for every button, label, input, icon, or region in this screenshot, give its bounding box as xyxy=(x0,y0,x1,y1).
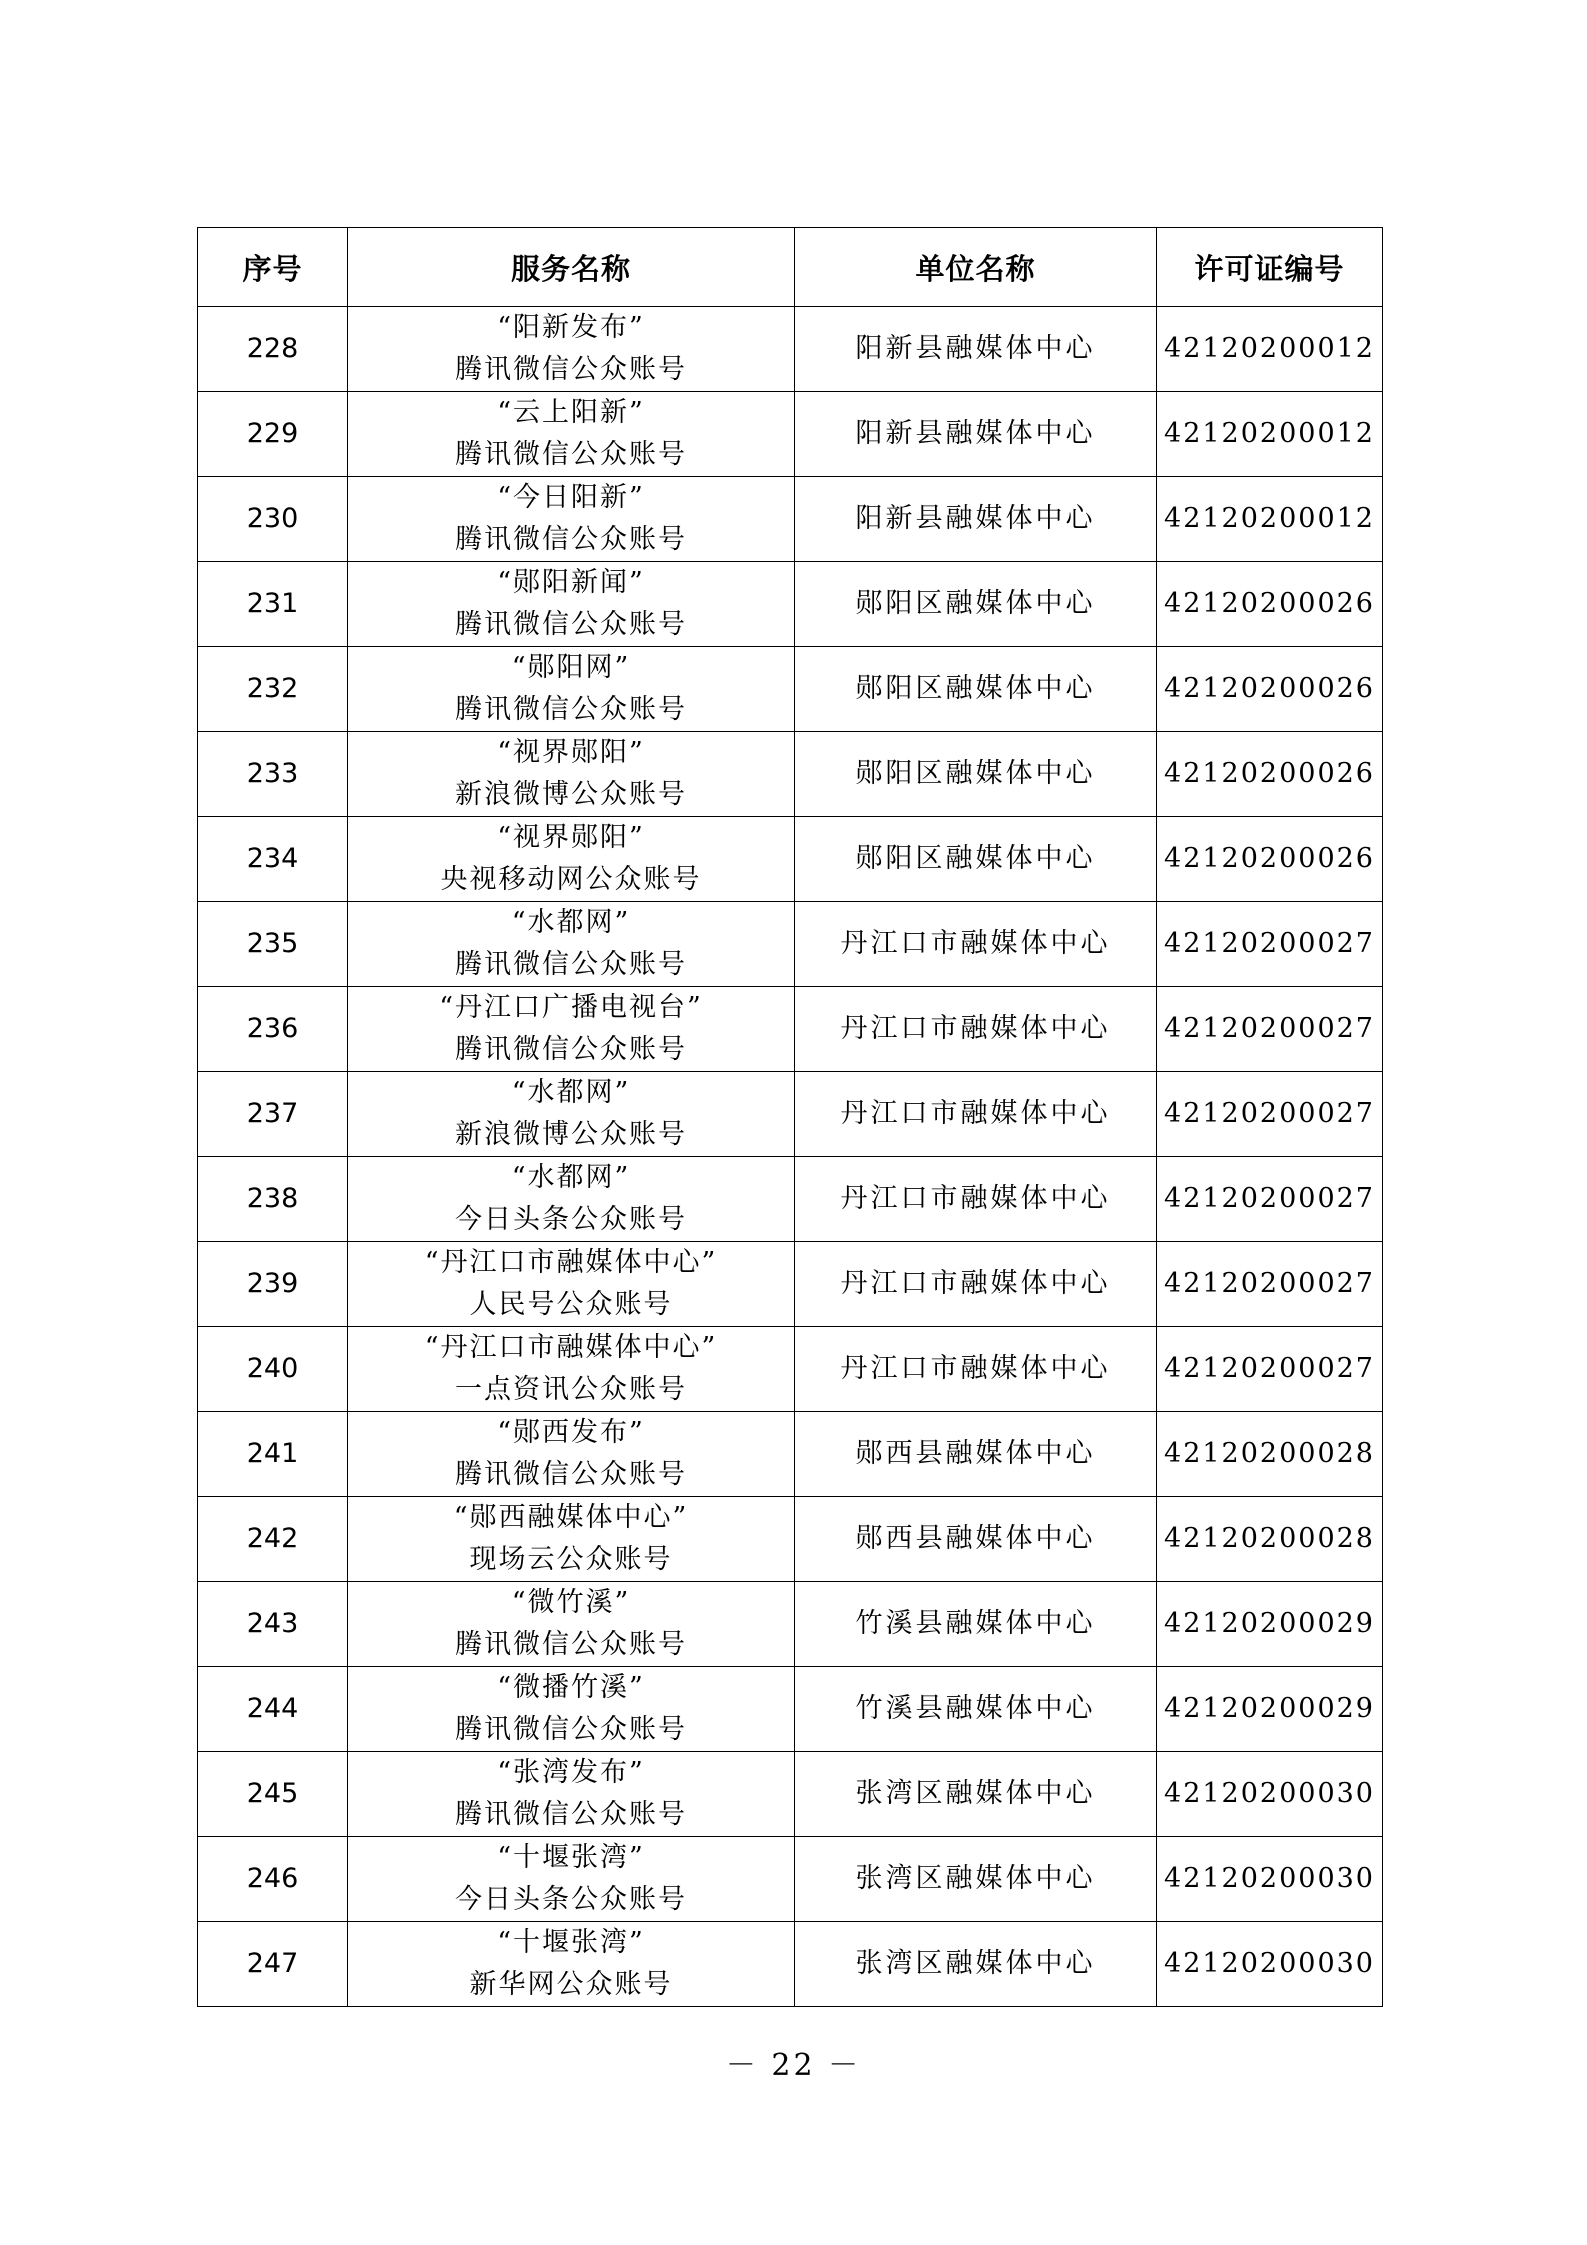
table-row xyxy=(198,1412,1383,1497)
unit-name-cell: 郧西县融媒体中心 xyxy=(795,1412,1157,1497)
service-type: 今日头条公众账号 xyxy=(455,1884,687,1915)
service-name-cell xyxy=(348,1327,795,1412)
seq-cell: 230 xyxy=(198,477,348,562)
unit-name-cell: 郧西县融媒体中心 xyxy=(795,1497,1157,1582)
service-name: “丹江口市融媒体中心” xyxy=(424,1332,718,1363)
service-type: 人民号公众账号 xyxy=(469,1289,673,1320)
seq-cell: 234 xyxy=(198,817,348,902)
service-name: “郧阳网” xyxy=(511,652,631,683)
service-type: 腾讯微信公众账号 xyxy=(455,439,687,470)
service-name-cell xyxy=(348,732,795,817)
table-row xyxy=(198,562,1383,647)
license-number-cell: 42120200027 xyxy=(1157,1072,1383,1157)
table-row xyxy=(198,1582,1383,1667)
service-name-cell xyxy=(348,1412,795,1497)
service-name-cell xyxy=(348,902,795,987)
service-name: “视界郧阳” xyxy=(497,822,645,853)
license-number-cell: 42120200027 xyxy=(1157,987,1383,1072)
table-row xyxy=(198,987,1383,1072)
license-number-cell: 42120200026 xyxy=(1157,562,1383,647)
table-row xyxy=(198,732,1383,817)
service-type: 腾讯微信公众账号 xyxy=(455,524,687,555)
service-name: “微播竹溪” xyxy=(497,1672,645,1703)
table-header-row xyxy=(198,228,1383,307)
seq-cell: 228 xyxy=(198,307,348,392)
table-row xyxy=(198,1327,1383,1412)
service-name: “郧西融媒体中心” xyxy=(453,1502,689,1533)
seq-cell: 239 xyxy=(198,1242,348,1327)
service-name: “水都网” xyxy=(511,1077,631,1108)
unit-name-cell: 丹江口市融媒体中心 xyxy=(795,1242,1157,1327)
service-type: 新浪微博公众账号 xyxy=(455,1119,687,1150)
unit-name-cell: 郧阳区融媒体中心 xyxy=(795,732,1157,817)
license-number-cell: 42120200027 xyxy=(1157,1157,1383,1242)
unit-name-cell: 丹江口市融媒体中心 xyxy=(795,1072,1157,1157)
service-name-cell xyxy=(348,1922,795,2007)
table-row xyxy=(198,902,1383,987)
license-number-cell: 42120200012 xyxy=(1157,392,1383,477)
license-number-cell: 42120200029 xyxy=(1157,1667,1383,1752)
service-name: “微竹溪” xyxy=(511,1587,631,1618)
service-name-cell xyxy=(348,562,795,647)
seq-cell: 238 xyxy=(198,1157,348,1242)
service-name-cell xyxy=(348,1497,795,1582)
license-number-cell: 42120200027 xyxy=(1157,902,1383,987)
service-type: 腾讯微信公众账号 xyxy=(455,949,687,980)
unit-name-cell: 阳新县融媒体中心 xyxy=(795,307,1157,392)
seq-cell: 237 xyxy=(198,1072,348,1157)
service-name: “十堰张湾” xyxy=(497,1842,645,1873)
service-name-cell xyxy=(348,1667,795,1752)
service-type: 新华网公众账号 xyxy=(469,1969,673,2000)
service-name-cell xyxy=(348,1582,795,1667)
license-number-cell: 42120200030 xyxy=(1157,1752,1383,1837)
unit-name-cell: 郧阳区融媒体中心 xyxy=(795,817,1157,902)
service-type: 一点资讯公众账号 xyxy=(455,1374,687,1405)
service-name: “今日阳新” xyxy=(497,482,645,513)
service-type: 今日头条公众账号 xyxy=(455,1204,687,1235)
service-type: 腾讯微信公众账号 xyxy=(455,1714,687,1745)
seq-cell: 240 xyxy=(198,1327,348,1412)
seq-cell: 231 xyxy=(198,562,348,647)
unit-name-cell: 丹江口市融媒体中心 xyxy=(795,902,1157,987)
license-number-cell: 42120200012 xyxy=(1157,307,1383,392)
service-name-cell xyxy=(348,1072,795,1157)
service-type: 腾讯微信公众账号 xyxy=(455,1799,687,1830)
license-number-cell: 42120200027 xyxy=(1157,1242,1383,1327)
license-number-cell: 42120200026 xyxy=(1157,732,1383,817)
service-name: “十堰张湾” xyxy=(497,1927,645,1958)
seq-cell: 236 xyxy=(198,987,348,1072)
service-name-cell xyxy=(348,477,795,562)
table-row xyxy=(198,1837,1383,1922)
service-type: 新浪微博公众账号 xyxy=(455,779,687,810)
table-row xyxy=(198,817,1383,902)
service-name: “水都网” xyxy=(511,1162,631,1193)
unit-name-cell: 丹江口市融媒体中心 xyxy=(795,987,1157,1072)
header-seq: 序号 xyxy=(198,228,348,307)
unit-name-cell: 竹溪县融媒体中心 xyxy=(795,1667,1157,1752)
service-name-cell xyxy=(348,647,795,732)
service-name-cell xyxy=(348,307,795,392)
service-type: 央视移动网公众账号 xyxy=(440,864,702,895)
unit-name-cell: 张湾区融媒体中心 xyxy=(795,1837,1157,1922)
service-name-cell xyxy=(348,987,795,1072)
table-row xyxy=(198,1922,1383,2007)
unit-name-cell: 阳新县融媒体中心 xyxy=(795,392,1157,477)
unit-name-cell: 竹溪县融媒体中心 xyxy=(795,1582,1157,1667)
service-name-cell xyxy=(348,1752,795,1837)
seq-cell: 242 xyxy=(198,1497,348,1582)
table-row xyxy=(198,392,1383,477)
service-name-cell xyxy=(348,1837,795,1922)
table-row xyxy=(198,307,1383,392)
service-type: 腾讯微信公众账号 xyxy=(455,609,687,640)
header-service-name: 服务名称 xyxy=(348,228,795,307)
license-number-cell: 42120200028 xyxy=(1157,1497,1383,1582)
unit-name-cell: 丹江口市融媒体中心 xyxy=(795,1327,1157,1412)
table-body xyxy=(198,307,1383,2007)
table-row xyxy=(198,1072,1383,1157)
seq-cell: 243 xyxy=(198,1582,348,1667)
service-name-cell xyxy=(348,817,795,902)
seq-cell: 232 xyxy=(198,647,348,732)
service-name-cell xyxy=(348,1242,795,1327)
service-type: 腾讯微信公众账号 xyxy=(455,694,687,725)
seq-cell: 229 xyxy=(198,392,348,477)
license-number-cell: 42120200030 xyxy=(1157,1922,1383,2007)
seq-cell: 241 xyxy=(198,1412,348,1497)
service-name-cell xyxy=(348,1157,795,1242)
seq-cell: 247 xyxy=(198,1922,348,2007)
service-name: “水都网” xyxy=(511,907,631,938)
service-name: “丹江口市融媒体中心” xyxy=(424,1247,718,1278)
service-name-cell xyxy=(348,392,795,477)
service-name: “阳新发布” xyxy=(497,312,645,343)
license-number-cell: 42120200026 xyxy=(1157,817,1383,902)
table-row xyxy=(198,1752,1383,1837)
license-number-cell: 42120200026 xyxy=(1157,647,1383,732)
unit-name-cell: 阳新县融媒体中心 xyxy=(795,477,1157,562)
table-row xyxy=(198,647,1383,732)
table-row xyxy=(198,1497,1383,1582)
service-type: 现场云公众账号 xyxy=(469,1544,673,1575)
header-unit-name: 单位名称 xyxy=(795,228,1157,307)
service-name: “视界郧阳” xyxy=(497,737,645,768)
service-type: 腾讯微信公众账号 xyxy=(455,354,687,385)
table-row xyxy=(198,477,1383,562)
seq-cell: 244 xyxy=(198,1667,348,1752)
service-type: 腾讯微信公众账号 xyxy=(455,1459,687,1490)
unit-name-cell: 张湾区融媒体中心 xyxy=(795,1922,1157,2007)
service-name: “云上阳新” xyxy=(497,397,645,428)
license-number-cell: 42120200029 xyxy=(1157,1582,1383,1667)
table-row xyxy=(198,1242,1383,1327)
unit-name-cell: 郧阳区融媒体中心 xyxy=(795,647,1157,732)
header-license-number: 许可证编号 xyxy=(1157,228,1383,307)
table-row xyxy=(198,1157,1383,1242)
seq-cell: 245 xyxy=(198,1752,348,1837)
license-number-cell: 42120200028 xyxy=(1157,1412,1383,1497)
unit-name-cell: 张湾区融媒体中心 xyxy=(795,1752,1157,1837)
license-table xyxy=(197,227,1383,2007)
seq-cell: 246 xyxy=(198,1837,348,1922)
page-number: － 22 － xyxy=(725,2048,862,2083)
service-name: “郧西发布” xyxy=(497,1417,645,1448)
service-name: “郧阳新闻” xyxy=(497,567,645,598)
seq-cell: 233 xyxy=(198,732,348,817)
service-type: 腾讯微信公众账号 xyxy=(455,1034,687,1065)
license-number-cell: 42120200027 xyxy=(1157,1327,1383,1412)
table-row xyxy=(198,1667,1383,1752)
unit-name-cell: 丹江口市融媒体中心 xyxy=(795,1157,1157,1242)
license-number-cell: 42120200030 xyxy=(1157,1837,1383,1922)
service-name: “丹江口广播电视台” xyxy=(439,992,703,1023)
service-name: “张湾发布” xyxy=(497,1757,645,1788)
service-type: 腾讯微信公众账号 xyxy=(455,1629,687,1660)
seq-cell: 235 xyxy=(198,902,348,987)
unit-name-cell: 郧阳区融媒体中心 xyxy=(795,562,1157,647)
license-number-cell: 42120200012 xyxy=(1157,477,1383,562)
